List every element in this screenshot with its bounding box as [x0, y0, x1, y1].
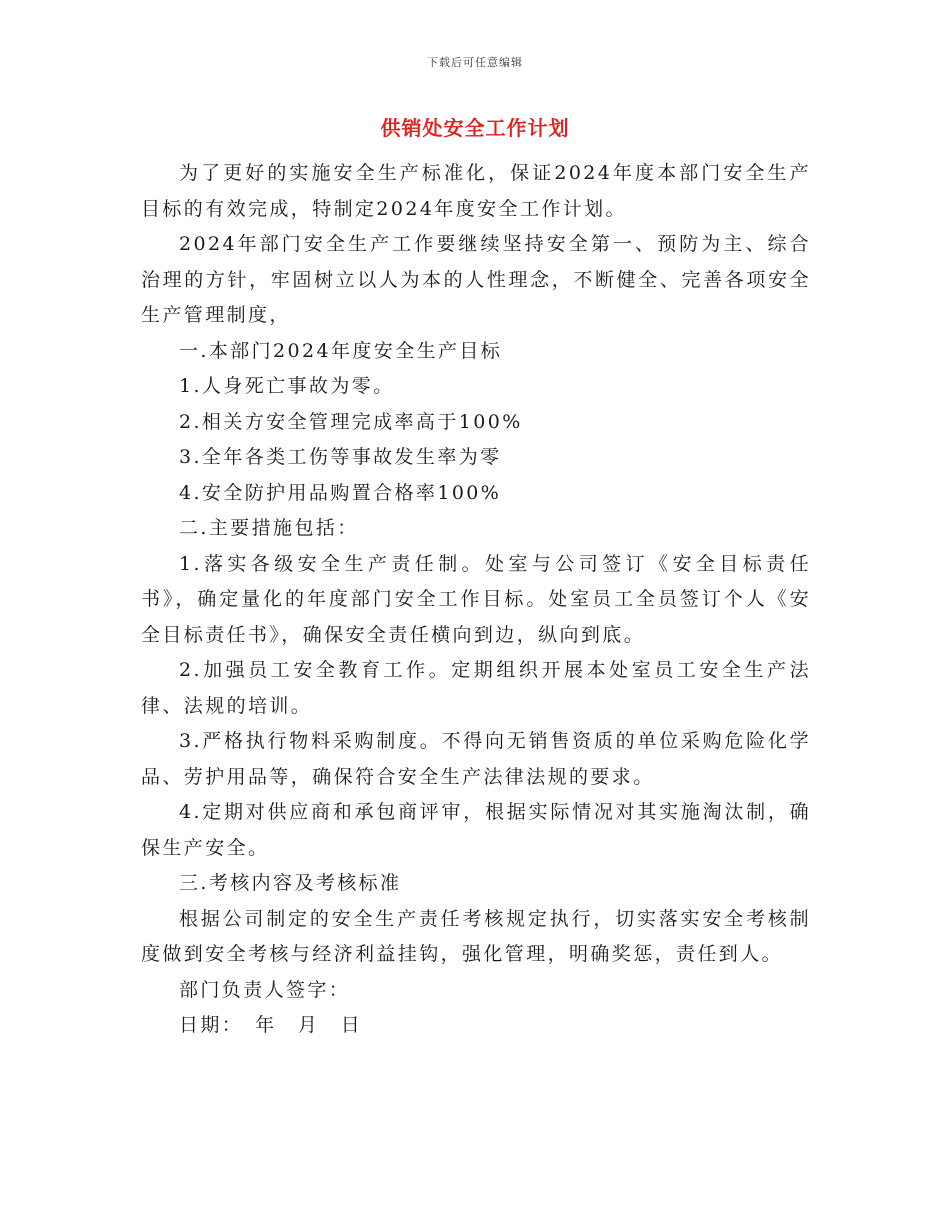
- measure-item: 3.严格执行物料采购制度。不得向无销售资质的单位采购危险化学品、劳护用品等，确保符合安全生产法律法规的要求。: [141, 730, 811, 788]
- date-line: 日期： 年 月 日: [179, 1014, 363, 1036]
- section-heading-goals: 一.本部门2024年度安全生产目标: [179, 339, 503, 362]
- goal-item: 4.安全防护用品购置合格率100%: [179, 481, 502, 504]
- policy-paragraph: 2024年部门安全生产工作要继续坚持安全第一、预防为主、综合治理的方针，牢固树立以人为本的人性理念，不断健全、完善各项安全生产管理制度，: [141, 233, 811, 326]
- measure-item: 2.加强员工安全教育工作。定期组织开展本处室员工安全生产法律、法规的培训。: [141, 659, 811, 717]
- goal-item: 2.相关方安全管理完成率高于100%: [179, 410, 523, 433]
- document-title: 供销处安全工作计划: [380, 116, 570, 140]
- document-body: [141, 156, 811, 1044]
- signature-line: 部门负责人签字：: [179, 978, 351, 1001]
- section-heading-assessment: 三.考核内容及考核标准: [179, 872, 402, 894]
- goal-item: 3.全年各类工伤等事故发生率为零: [179, 446, 502, 468]
- section-heading-measures: 二.主要措施包括：: [179, 517, 359, 539]
- measure-item: 1.落实各级安全生产责任制。处室与公司签订《安全目标责任书》，确定量化的年度部门安全工作目标。处室员工全员签订个人《安全目标责任书》，确保安全责任横向到边，纵向到底。: [141, 552, 811, 646]
- header-note: 下载后可任意编辑: [427, 56, 523, 69]
- intro-paragraph: 为了更好的实施安全生产标准化，保证2024年度本部门安全生产目标的有效完成，特制定2024年度安全工作计划。: [141, 162, 811, 220]
- measure-item: 4.定期对供应商和承包商评审，根据实际情况对其实施淘汰制，确保生产安全。: [141, 801, 811, 859]
- goal-item: 1.人身死亡事故为零。: [179, 375, 395, 397]
- assessment-paragraph: 根据公司制定的安全生产责任考核规定执行，切实落实安全考核制度做到安全考核与经济利益挂钩，强化管理，明确奖惩，责任到人。: [141, 907, 811, 965]
